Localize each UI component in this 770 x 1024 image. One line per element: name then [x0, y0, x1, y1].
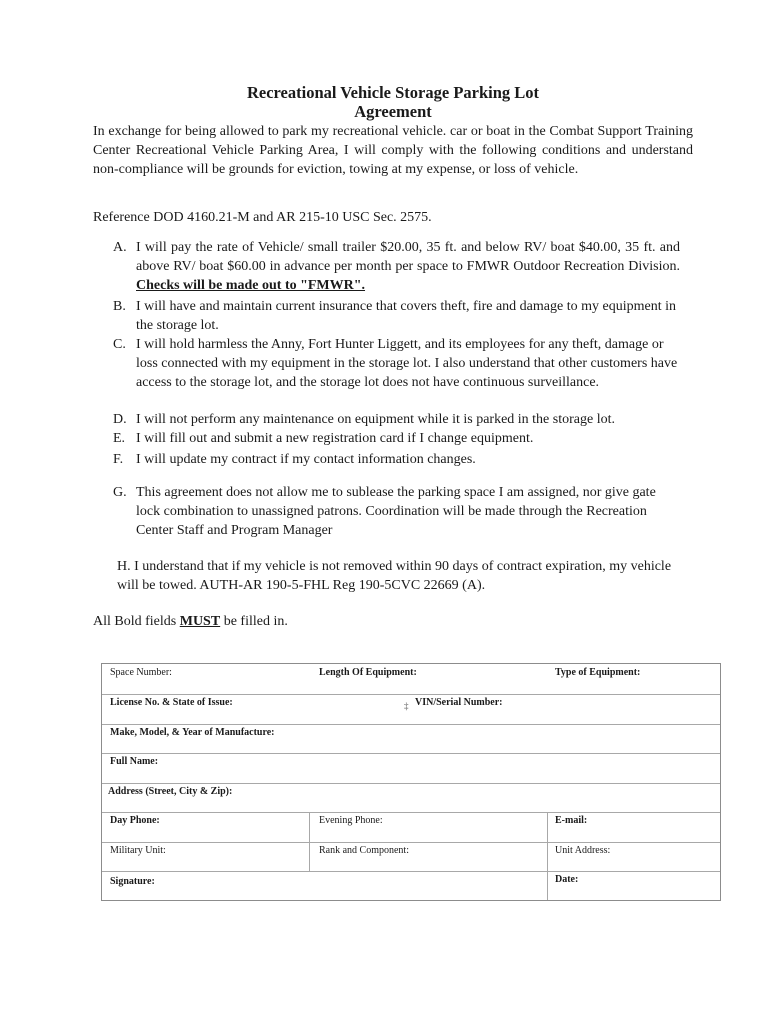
condition-item-e — [108, 429, 680, 448]
condition-item-c — [108, 335, 680, 392]
checks-payable-note: Checks will be made out to "FMWR". — [136, 278, 366, 293]
vin-serial-field[interactable]: VIN/Serial Number: — [415, 697, 503, 708]
item-text: I will update my contract if my contact information changes. — [136, 452, 476, 467]
item-text: I will have and maintain current insurance that covers theft, fire and damage to my equipment in the storage lot. — [136, 299, 676, 333]
row-divider — [102, 812, 720, 813]
document-title-line-1: Recreational Vehicle Storage Parking Lot — [246, 83, 540, 102]
registration-form — [101, 663, 721, 901]
bold-fields-note — [93, 612, 693, 631]
row-divider — [102, 694, 720, 695]
row-divider — [102, 724, 720, 725]
column-divider — [309, 812, 310, 871]
vin-marker-icon: ‡ — [404, 701, 409, 711]
condition-item-h — [93, 557, 673, 595]
space-number-field[interactable]: Space Number: — [110, 667, 172, 678]
bold-note-must: MUST — [179, 614, 221, 629]
document-title-line-2: Agreement — [354, 102, 432, 121]
item-text: I will fill out and submit a new registration card if I change equipment. — [136, 431, 534, 446]
day-phone-field[interactable]: Day Phone: — [110, 815, 160, 826]
email-field[interactable]: E-mail: — [555, 815, 588, 826]
bold-note-before: All Bold fields — [93, 614, 177, 629]
item-label: G. — [113, 485, 127, 500]
item-label: E. — [113, 431, 126, 446]
item-label: C. — [113, 337, 126, 352]
row-divider — [102, 842, 720, 843]
intro-paragraph: In exchange for being allowed to park my recreational vehicle. car or boat in the Combat Support Training Center Recreational Vehicle Parking Area, I will comply with the following conditions and understand non-compliance will be grounds for eviction, towing at my expense, or loss of vehicle. — [93, 124, 693, 177]
length-of-equipment-field[interactable]: Length Of Equipment: — [319, 667, 417, 678]
address-field[interactable]: Address (Street, City & Zip): — [108, 786, 233, 797]
item-label: H. — [117, 559, 131, 574]
condition-item-f — [108, 450, 680, 469]
rank-component-field[interactable]: Rank and Component: — [319, 845, 409, 856]
bold-note-after: be filled in. — [223, 614, 288, 629]
item-text: I will pay the rate of Vehicle/ small trailer $20.00, 35 ft. and below RV/ boat $40.00, 35 ft. and above RV/ boat $60.00 in advance per month per space to FMWR Outdoor Recreation Division. — [136, 240, 680, 274]
row-divider — [102, 871, 720, 872]
item-label: B. — [113, 299, 126, 314]
row-divider — [102, 783, 720, 784]
condition-item-d — [108, 410, 680, 429]
item-text: I will not perform any maintenance on equipment while it is parked in the storage lot. — [136, 412, 615, 427]
item-text: I understand that if my vehicle is not removed within 90 days of contract expiration, my vehicle will be towed. AUTH-AR 190-5-FHL Reg 190-5CVC 22669 (A). — [117, 559, 672, 593]
unit-address-field[interactable]: Unit Address: — [555, 845, 611, 856]
reference-line: Reference DOD 4160.21-M and AR 215-10 USC Sec. 2575. — [93, 210, 432, 225]
item-label: A. — [113, 240, 127, 255]
type-of-equipment-field[interactable]: Type of Equipment: — [555, 667, 641, 678]
full-name-field[interactable]: Full Name: — [110, 756, 159, 767]
make-model-year-field[interactable]: Make, Model, & Year of Manufacture: — [110, 727, 275, 738]
evening-phone-field[interactable]: Evening Phone: — [319, 815, 383, 826]
condition-item-b — [108, 297, 680, 335]
item-label: F. — [113, 452, 124, 467]
column-divider — [547, 812, 548, 900]
condition-item-g — [108, 483, 680, 540]
item-text: I will hold harmless the Anny, Fort Hunter Liggett, and its employees for any theft, damage or loss connected with my equipment in the storage lot. I also understand that other customers have access to the storage lot, and the storage lot does not have continuous surveillance. — [136, 337, 678, 390]
item-text: This agreement does not allow me to sublease the parking space I am assigned, nor give gate lock combination to unassigned patrons. Coordination will be made through the Recreation Center Staff and Program Manager — [136, 485, 656, 538]
date-field[interactable]: Date: — [555, 874, 579, 885]
item-label: D. — [113, 412, 127, 427]
signature-field[interactable]: Signature: — [110, 876, 155, 887]
row-divider — [102, 753, 720, 754]
military-unit-field[interactable]: Military Unit: — [110, 845, 166, 856]
license-state-field[interactable]: License No. & State of Issue: — [110, 697, 233, 708]
condition-item-a — [108, 238, 680, 295]
